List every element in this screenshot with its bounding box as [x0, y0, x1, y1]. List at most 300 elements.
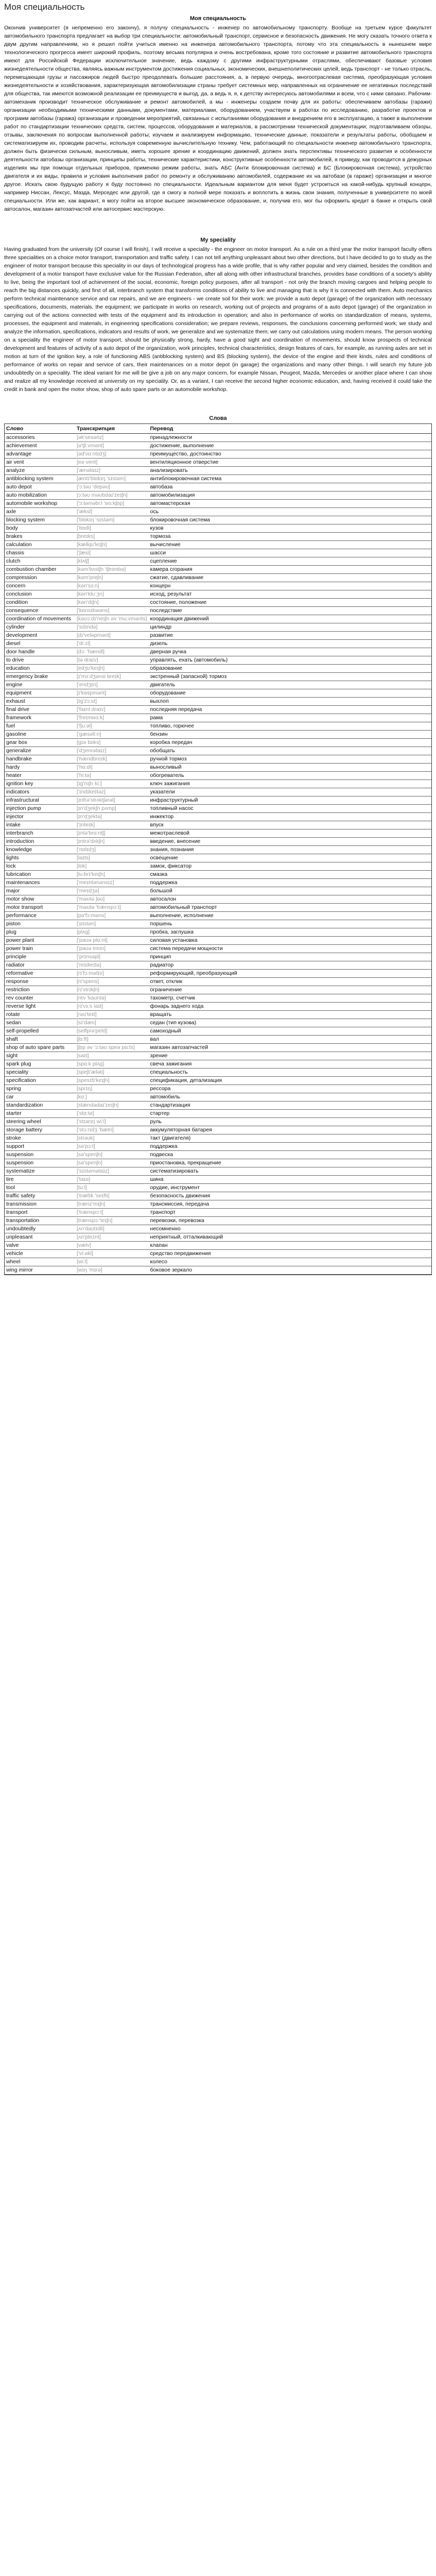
vocab-word: rotate	[5, 1011, 75, 1019]
vocab-word: compression	[5, 574, 75, 582]
en-section-text: Having graduated from the university (Of course I will finish), I will receive a speciality - the engineer on motor transport. As a rule on a third year the motor transport faculty offers three specialities on a choice motor transport, transportation and traffic safety. I can not tell anything unpleasant about two other directions, but I have decided to go to study as the engineer of motor transport because this speciality in our days of technological progress has a wide profile, that is why rather popular and very claimed, besides the condition and development of a motor transport have exclusive value for the Russian Federation, after all along with other infrastructural branches, provides base conditions of a society's ability to live, being the important tool of achievement of the social, economic, foreign policy purposes, after all transport - not only the branch moving cargoes and helping people to reach the big distances quickly, and first of all, interbranch system that transforms conditions of ability to live and managing that is why it is connected with them. Auto mechanics perform technical maintenance service and car repairs, and we are engineers - we create soil for their work: we provide a auto depot (garage) of the organization with necessary specifications, documents, materials, the equipment; we participate in works on research, working out of projects and programs of a auto depot (garage) of the organization in carrying out of the actions connected with tests of the equipment and its introduction in operation; and also in performance of works on standardization of means, systems, processes, the equipment and materials, in engineering specifications consideration; we prepare reviews, responses, the conclusions concerning performed work; we study and analyze the information, specifications, indicators and results of work, we generalize and we systematize them; we carry out calculations using modern means. The person working on a speciality the engineer of motor transport, should be physically strong, hardy, have a good sight and coordination of movements, should know prospects of technical development and features of activity of a auto depot of the organization, work principles, technical characteristics, design features of cars, for example, as running axles are set in motion at turn of the ignition key, a role of functioning ABS (antiblocking system) and BS (blocking system), the device of the engine and their kinds, rules and conditions of performance of works on repair and service of cars, their maintenances on a motor depot (in garage) the organizations and many other things. I will search my future job undoubtedly on a speciality. The ideal variant for me will be give a job on any major concern, for example Nissan, Peugeot, Mazda, Mercedes or another place where I can show and realize all my knowledge received at university on my speciality. Or, as a variant, I can receive the second higher economic education, and, having received it could take the credit in bank and open the motor show, shop of auto spare parts or an automobile workshop.	[4, 246, 432, 393]
vocab-transcription: [lɒk]	[75, 862, 149, 871]
vocab-table-box	[4, 423, 432, 1275]
vocab-translation: освещение	[149, 854, 431, 862]
vocab-word: motor show	[5, 895, 75, 904]
vocab-transcription: ['træfɪk 'seɪfti]	[75, 1192, 149, 1200]
table-row	[5, 706, 431, 714]
table-row	[5, 1225, 431, 1233]
vocab-translation: ограничение	[149, 986, 431, 994]
vocab-transcription: [ɔ:təʊ məʊbɪlaɪ'zeɪʃn]	[75, 492, 149, 500]
vocab-translation: замок, фиксатор	[149, 862, 431, 871]
vocab-word: rev counter	[5, 994, 75, 1003]
table-row	[5, 739, 431, 747]
vocab-word: interbranch	[5, 829, 75, 838]
vocab-word: spring	[5, 1085, 75, 1093]
vocab-translation: поршень	[149, 920, 431, 928]
table-row	[5, 945, 431, 953]
table-row	[5, 970, 431, 978]
table-row	[5, 500, 431, 508]
table-row	[5, 459, 431, 467]
vocab-transcription: [rɪ'spɒns]	[75, 978, 149, 986]
table-row	[5, 492, 431, 500]
vocab-word: power train	[5, 945, 75, 953]
vocab-word: sight	[5, 1052, 75, 1060]
vocab-translation: управлять, ехать (автомобиль)	[149, 656, 431, 665]
vocab-transcription: [ʌn'daʊtɪdli]	[75, 1225, 149, 1233]
vocab-title: Слова	[209, 415, 227, 421]
vocab-translation: несомненно	[149, 1225, 431, 1233]
vocab-translation: трансмиссия, передача	[149, 1200, 431, 1209]
vocab-word: restriction	[5, 986, 75, 994]
vocab-transcription: ['meɪntənənsɪz]	[75, 879, 149, 887]
vocab-word: transportation	[5, 1217, 75, 1225]
vocab-transcription: [ɪg'nɪʃn ki:]	[75, 780, 149, 788]
vocab-word: unpleasant	[5, 1233, 75, 1242]
vocab-transcription: ['nɒlɪdʒ]	[75, 846, 149, 854]
vocab-word: concern	[5, 582, 75, 590]
vocab-transcription: [ɪn'dʒektə]	[75, 813, 149, 821]
table-row	[5, 796, 431, 805]
table-row	[5, 928, 431, 937]
vocab-translation: вал	[149, 1036, 431, 1044]
vocab-transcription: ['kɒnsɪkwəns]	[75, 607, 149, 615]
table-row	[5, 1110, 431, 1118]
vocab-word: wing mirror	[5, 1266, 75, 1275]
vocab-transcription: [rɪ'fɔ:mətɪv]	[75, 970, 149, 978]
vocab-transcription: [dɪ'veləpmənt]	[75, 632, 149, 640]
vocab-word: sedan	[5, 1019, 75, 1027]
table-row	[5, 698, 431, 706]
header-word: Слово	[5, 424, 75, 434]
vocab-transcription: ['ɔ:təʊ 'depəʊ]	[75, 483, 149, 492]
vocab-word: starter	[5, 1110, 75, 1118]
vocab-translation: вычисление	[149, 541, 431, 549]
vocab-translation: самоходный	[149, 1027, 431, 1036]
vocab-transcription: [ɪn'dʒekʃn pʌmp]	[75, 805, 149, 813]
vocab-transcription: [ək'sesəriz]	[75, 434, 149, 442]
table-row	[5, 747, 431, 755]
vocab-translation: дверная ручка	[149, 648, 431, 656]
vocab-word: coordination of movements	[5, 615, 75, 623]
table-row	[5, 1126, 431, 1134]
vocab-word: cylinder	[5, 623, 75, 632]
vocab-translation: выхлоп	[149, 698, 431, 706]
table-row	[5, 508, 431, 516]
table-row	[5, 912, 431, 920]
vocab-translation: подвеска	[149, 1151, 431, 1159]
vocab-word: maintenances	[5, 879, 75, 887]
vocab-transcription: [sə'spenʃn]	[75, 1159, 149, 1167]
vocab-transcription: [kən'sɜ:n]	[75, 582, 149, 590]
vocab-translation: обобщать	[149, 747, 431, 755]
table-row	[5, 524, 431, 533]
vocab-translation: фонарь заднего хода	[149, 1003, 431, 1011]
vocab-transcription: [əd'vɑ:ntɪdʒ]	[75, 450, 149, 459]
vocab-translation: боковое зеркало	[149, 1266, 431, 1275]
vocab-transcription: ['dʒenrəlaɪz]	[75, 747, 149, 755]
vocab-word: diesel	[5, 640, 75, 648]
vocab-transcription: [tə draɪv]	[75, 656, 149, 665]
vocab-transcription: [saɪt]	[75, 1052, 149, 1060]
vocab-transcription: [plʌg]	[75, 928, 149, 937]
vocab-word: clutch	[5, 557, 75, 566]
ru-section-title: Моя специальность	[190, 15, 246, 22]
table-row	[5, 1184, 431, 1192]
vocab-translation: специальность	[149, 1069, 431, 1077]
vocab-word: generalize	[5, 747, 75, 755]
vocab-translation: сжатие, сдавливание	[149, 574, 431, 582]
table-row	[5, 1052, 431, 1060]
table-row	[5, 582, 431, 590]
vocab-translation: принадлежности	[149, 434, 431, 442]
table-row	[5, 656, 431, 665]
vocab-word: conclusion	[5, 590, 75, 599]
vocab-word: fuel	[5, 722, 75, 731]
vocab-word: engine	[5, 681, 75, 689]
vocab-word: plug	[5, 928, 75, 937]
vocab-translation: образование	[149, 665, 431, 673]
table-row	[5, 1101, 431, 1110]
vocab-translation: аккумуляторная батарея	[149, 1126, 431, 1134]
vocab-word: major	[5, 887, 75, 895]
vocab-word: antiblocking system	[5, 475, 75, 483]
vocab-word: heater	[5, 772, 75, 780]
vocab-transcription: [speʃɪ'æləti]	[75, 1069, 149, 1077]
vocab-translation: инжектор	[149, 813, 431, 821]
vocab-transcription: [ɪnfrə'strʌktʃərəl]	[75, 796, 149, 805]
table-row	[5, 780, 431, 788]
vocab-word: speciality	[5, 1069, 75, 1077]
vocab-translation: двигатель	[149, 681, 431, 689]
vocab-word: infrastructural	[5, 796, 75, 805]
vocab-transcription: ['paʊə treɪn]	[75, 945, 149, 953]
vocab-transcription: [rɪ'vɜ:s laɪt]	[75, 1003, 149, 1011]
vocab-transcription: ['pɪstən]	[75, 920, 149, 928]
page-title: Моя специальность	[4, 2, 85, 12]
vocab-word: reformative	[5, 970, 75, 978]
vocab-transcription: ['fju:əl]	[75, 722, 149, 731]
vocab-word: transmission	[5, 1200, 75, 1209]
vocab-translation: спецификация, детализация	[149, 1077, 431, 1085]
vocab-translation: знания, познания	[149, 846, 431, 854]
vocab-word: door handle	[5, 648, 75, 656]
vocab-word: advantage	[5, 450, 75, 459]
table-row	[5, 1151, 431, 1159]
header-transcription: Транскрипция	[75, 424, 149, 434]
vocab-word: achievement	[5, 442, 75, 450]
vocab-word: shaft	[5, 1036, 75, 1044]
table-row	[5, 607, 431, 615]
vocab-translation: дизель	[149, 640, 431, 648]
vocab-translation: топливо, горючее	[149, 722, 431, 731]
vocab-transcription: [trænspɔ:'teɪʃn]	[75, 1217, 149, 1225]
vocab-translation: экстренный (запасной) тормоз	[149, 673, 431, 681]
vocab-word: piston	[5, 920, 75, 928]
vocab-translation: колесо	[149, 1258, 431, 1266]
vocab-translation: блокировочная система	[149, 516, 431, 524]
vocab-translation: впуск	[149, 821, 431, 829]
vocab-word: radiator	[5, 961, 75, 970]
table-row	[5, 772, 431, 780]
table-row	[5, 1233, 431, 1242]
vocab-transcription: [ɪg'zɔ:st]	[75, 698, 149, 706]
vocab-transcription: [ɪ'mɜ:dʒənsi breɪk]	[75, 673, 149, 681]
vocab-translation: руль	[149, 1118, 431, 1126]
vocab-translation: межотраслевой	[149, 829, 431, 838]
table-row	[5, 904, 431, 912]
vocab-word: introduction	[5, 838, 75, 846]
vocab-word: indicators	[5, 788, 75, 796]
vocab-transcription: [breɪks]	[75, 533, 149, 541]
vocab-translation: выполнение, исполнение	[149, 912, 431, 920]
table-row	[5, 1011, 431, 1019]
vocab-word: accessories	[5, 434, 75, 442]
vocab-word: injector	[5, 813, 75, 821]
vocab-word: development	[5, 632, 75, 640]
table-row	[5, 961, 431, 970]
vocab-transcription: ['stɑ:tə]	[75, 1110, 149, 1118]
vocab-transcription: ['ɔ:təməbi:l 'wɜ:kʃɒp]	[75, 500, 149, 508]
vocab-translation: исход, результат	[149, 590, 431, 599]
vocab-word: gear box	[5, 739, 75, 747]
vocab-translation: поддержка	[149, 1143, 431, 1151]
vocab-word: support	[5, 1143, 75, 1151]
vocab-transcription: ['hɑ:di]	[75, 764, 149, 772]
table-row	[5, 1167, 431, 1176]
vocab-word: knowledge	[5, 846, 75, 854]
vocab-translation: свеча зажигания	[149, 1060, 431, 1069]
vocab-transcription: [sɪ'dæn]	[75, 1019, 149, 1027]
table-row	[5, 764, 431, 772]
vocab-transcription: ['reɪdieɪtə]	[75, 961, 149, 970]
vocab-translation: безопасность движения	[149, 1192, 431, 1200]
vocab-word: consequence	[5, 607, 75, 615]
table-row	[5, 1044, 431, 1052]
vocab-word: axle	[5, 508, 75, 516]
vocab-translation: рама	[149, 714, 431, 722]
table-row	[5, 549, 431, 557]
vocab-translation: инфраструктурный	[149, 796, 431, 805]
vocab-translation: средство передвижения	[149, 1250, 431, 1258]
vocab-translation: большой	[149, 887, 431, 895]
vocab-word: storage battery	[5, 1126, 75, 1134]
vocab-translation: автомобильный транспорт	[149, 904, 431, 912]
vocab-header-row	[5, 424, 431, 434]
table-row	[5, 648, 431, 656]
vocab-transcription: ['vi:əkl]	[75, 1250, 149, 1258]
vocab-transcription: [strəʊk]	[75, 1134, 149, 1143]
vocab-translation: систематизировать	[149, 1167, 431, 1176]
table-row	[5, 805, 431, 813]
vocab-word: response	[5, 978, 75, 986]
vocab-translation: перевозки, перевозка	[149, 1217, 431, 1225]
table-row	[5, 1242, 431, 1250]
vocab-transcription: ['ænəlaɪz]	[75, 467, 149, 475]
vocab-word: performance	[5, 912, 75, 920]
vocab-word: hardy	[5, 764, 75, 772]
vocab-word: power plant	[5, 937, 75, 945]
table-row	[5, 1258, 431, 1266]
vocab-word: air vent	[5, 459, 75, 467]
table-row	[5, 467, 431, 475]
vocab-word: final drive	[5, 706, 75, 714]
vocab-word: handbrake	[5, 755, 75, 764]
table-row	[5, 838, 431, 846]
table-row	[5, 574, 431, 582]
vocab-transcription: [ɪntə'brɑ:ntʃ]	[75, 829, 149, 838]
vocab-word: lubrication	[5, 871, 75, 879]
vocab-translation: обогреватель	[149, 772, 431, 780]
vocab-translation: указатели	[149, 788, 431, 796]
vocab-translation: смазка	[149, 871, 431, 879]
vocab-transcription: [ɪntrə'dʌkʃn]	[75, 838, 149, 846]
vocab-transcription: ['ɪndɪkeɪtəz]	[75, 788, 149, 796]
vocab-transcription: ['endʒɪn]	[75, 681, 149, 689]
table-row	[5, 673, 431, 681]
table-row	[5, 1217, 431, 1225]
vocab-transcription: ['trænspɔ:t]	[75, 1209, 149, 1217]
vocab-transcription: [trænz'mɪʃn]	[75, 1200, 149, 1209]
vocab-translation: транспорт	[149, 1209, 431, 1217]
vocab-word: shop of auto spare parts	[5, 1044, 75, 1052]
table-row	[5, 871, 431, 879]
table-row	[5, 615, 431, 623]
vocab-transcription: ['blɒkɪŋ 'sɪstəm]	[75, 516, 149, 524]
table-row	[5, 566, 431, 574]
table-row	[5, 434, 431, 442]
vocab-word: suspension	[5, 1159, 75, 1167]
vocab-translation: оборудование	[149, 689, 431, 698]
vocab-translation: ответ, отклик	[149, 978, 431, 986]
vocab-word: to drive	[5, 656, 75, 665]
table-row	[5, 475, 431, 483]
table-row	[5, 442, 431, 450]
vocab-translation: приостановка, прекращение	[149, 1159, 431, 1167]
table-row	[5, 1209, 431, 1217]
vocab-transcription: [sprɪŋ]	[75, 1085, 149, 1093]
vocab-transcription: ['meɪdʒə]	[75, 887, 149, 895]
table-row	[5, 986, 431, 994]
vocab-transcription: ['di:zl]	[75, 640, 149, 648]
vocab-transcription: [kælkjʊ'leɪʃn]	[75, 541, 149, 549]
vocab-transcription: ['hændbreɪk]	[75, 755, 149, 764]
vocab-word: condition	[5, 599, 75, 607]
vocab-word: automobile workshop	[5, 500, 75, 508]
vocab-translation: автомобилизация	[149, 492, 431, 500]
vocab-transcription: [pə'fɔ:məns]	[75, 912, 149, 920]
vocab-transcription: [selfprə'peld]	[75, 1027, 149, 1036]
vocab-translation: седан (тип кузова)	[149, 1019, 431, 1027]
vocab-word: tool	[5, 1184, 75, 1192]
vocab-transcription: [ə'tʃi:vmənt]	[75, 442, 149, 450]
vocab-translation: неприятный, отталкивающий	[149, 1233, 431, 1242]
table-row	[5, 557, 431, 566]
table-row	[5, 821, 431, 829]
vocab-transcription: ['stɪərɪŋ wi:l]	[75, 1118, 149, 1126]
vocab-word: calculation	[5, 541, 75, 549]
table-row	[5, 879, 431, 887]
table-row	[5, 755, 431, 764]
table-row	[5, 1027, 431, 1036]
table-row	[5, 887, 431, 895]
vocab-word: spark plug	[5, 1060, 75, 1069]
vocab-translation: поддержка	[149, 879, 431, 887]
table-row	[5, 1069, 431, 1077]
vocab-translation: такт (двигателя)	[149, 1134, 431, 1143]
vocab-word: standardization	[5, 1101, 75, 1110]
vocab-translation: пробка, заглушка	[149, 928, 431, 937]
vocab-translation: выносливый	[149, 764, 431, 772]
vocab-translation: вентиляционное отверстие	[149, 459, 431, 467]
vocab-word: equipment	[5, 689, 75, 698]
vocab-transcription: [spɑ:k plʌg]	[75, 1060, 149, 1069]
vocab-translation: развитие	[149, 632, 431, 640]
vocab-transcription: [ʃɒp əv 'ɔ:təʊ speə pɑ:ts]	[75, 1044, 149, 1052]
vocab-translation: кузов	[149, 524, 431, 533]
vocab-transcription: [vælv]	[75, 1242, 149, 1250]
table-row	[5, 1250, 431, 1258]
vocab-translation: анализировать	[149, 467, 431, 475]
table-row	[5, 829, 431, 838]
vocab-translation: орудие, инструмент	[149, 1184, 431, 1192]
vocab-transcription: ['freɪmwɜ:k]	[75, 714, 149, 722]
vocab-transcription: ['taɪə]	[75, 1176, 149, 1184]
vocab-word: lights	[5, 854, 75, 862]
vocab-translation: принцип	[149, 953, 431, 961]
vocab-transcription: [ʃɑ:ft]	[75, 1036, 149, 1044]
table-row	[5, 978, 431, 986]
vocab-translation: автосалон	[149, 895, 431, 904]
vocab-translation: вращать	[149, 1011, 431, 1019]
table-row	[5, 1176, 431, 1184]
vocab-transcription: [eə vent]	[75, 459, 149, 467]
table-row	[5, 1019, 431, 1027]
vocab-word: specification	[5, 1077, 75, 1085]
vocab-translation: магазин автозапчастей	[149, 1044, 431, 1052]
vocab-word: undoubtedly	[5, 1225, 75, 1233]
table-row	[5, 1077, 431, 1085]
vocab-word: body	[5, 524, 75, 533]
vocab-transcription: [klʌtʃ]	[75, 557, 149, 566]
vocab-transcription: [ʌn'pleznt]	[75, 1233, 149, 1242]
table-row	[5, 541, 431, 549]
vocab-translation: тормоза	[149, 533, 431, 541]
table-row	[5, 1159, 431, 1167]
vocab-transcription: ['məʊtə ʃəʊ]	[75, 895, 149, 904]
vocab-word: systematize	[5, 1167, 75, 1176]
vocab-transcription: [sə'spenʃn]	[75, 1151, 149, 1159]
table-row	[5, 994, 431, 1003]
vocab-word: tire	[5, 1176, 75, 1184]
vocab-word: vehicle	[5, 1250, 75, 1258]
vocab-translation: ключ зажигания	[149, 780, 431, 788]
vocab-translation: клапан	[149, 1242, 431, 1250]
vocab-word: transport	[5, 1209, 75, 1217]
vocab-transcription: [spesɪfɪ'keɪʃn]	[75, 1077, 149, 1085]
vocab-word: traffic safety	[5, 1192, 75, 1200]
table-row	[5, 1134, 431, 1143]
table-row	[5, 862, 431, 871]
vocab-word: reverse light	[5, 1003, 75, 1011]
vocab-transcription: [gɪə bɒks]	[75, 739, 149, 747]
table-row	[5, 590, 431, 599]
vocab-transcription: [kəm'preʃn]	[75, 574, 149, 582]
table-row	[5, 640, 431, 648]
vocab-word: framework	[5, 714, 75, 722]
vocab-transcription: ['bɒdi]	[75, 524, 149, 533]
vocab-transcription: ['prɪnsəpl]	[75, 953, 149, 961]
